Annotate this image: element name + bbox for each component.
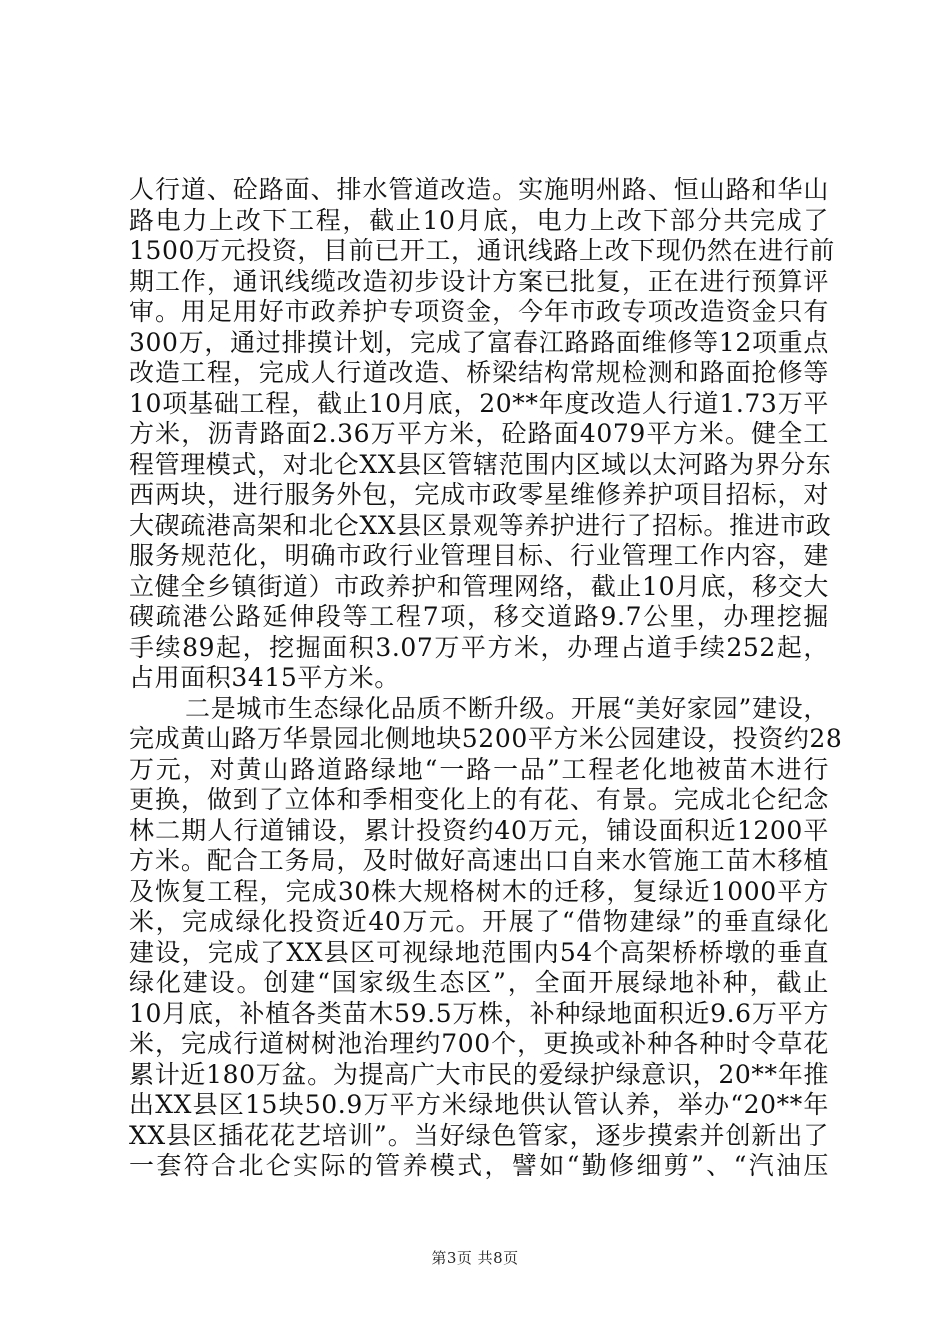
text-line: 10项基础工程，截止10月底，20**年度改造人行道1.73万平	[129, 388, 829, 418]
text-line: 大碶疏港高架和北仑XX县区景观等养护进行了招标。推进市政	[129, 510, 832, 540]
text-line: 出XX县区15块50.9万平方米绿地供认管认养，举办“20**年	[129, 1090, 829, 1119]
text-line: 占用面积3415平方米。	[129, 663, 400, 692]
text-line: 审。用足用好市政养护专项资金，今年市政专项改造资金只有	[129, 297, 829, 326]
text-line: 改造工程，完成人行道改造、桥梁结构常规检测和路面抢修等	[129, 358, 829, 387]
text-line: 300万，通过排摸计划，完成了富春江路路面维修等12项重点	[129, 327, 829, 357]
text-line: 二是城市生态绿化品质不断升级。开展“美好家园”建设，	[185, 693, 829, 723]
text-line: 建设，完成了XX县区可视绿地范围内54个高架桥桥墩的垂直	[129, 937, 829, 967]
text-line: 路电力上改下工程，截止10月底，电力上改下部分共完成了	[129, 205, 829, 235]
text-line: 程管理模式，对北仑XX县区管辖范围内区域以太河路为界分东	[129, 449, 832, 479]
text-line: 人行道、砼路面、排水管道改造。实施明州路、恒山路和华山	[129, 175, 829, 204]
text-line: 期工作，通讯线缆改造初步设计方案已批复，正在进行预算评	[129, 266, 829, 296]
text-line: 米，完成行道树树池治理约700个，更换或补种各种时令草花	[129, 1029, 829, 1058]
page-footer: 第3页 共8页	[431, 1249, 519, 1267]
text-line: 绿化建设。创建“国家级生态区”，全面开展绿地补种，截止	[129, 968, 829, 997]
text-line: XX县区插花花艺培训”。当好绿色管家，逐步摸索并创新出了	[129, 1120, 829, 1150]
text-line: 万元，对黄山路道路绿地“一路一品”工程老化地被苗木进行	[129, 754, 829, 784]
paragraph	[129, 175, 836, 694]
text-line: 手续89起，挖掘面积3.07万平方米，办理占道手续252起，	[129, 632, 829, 662]
text-line: 一套符合北仑实际的管养模式，譬如“勤修细剪”、“汽油压	[129, 1151, 829, 1180]
text-line: 1500万元投资，目前已开工，通讯线路上改下现仍然在进行前	[129, 236, 836, 265]
text-line: 及恢复工程，完成30株大规格树木的迁移，复绿近1000平方	[129, 876, 829, 906]
text-line: 累计近180万盆。为提高广大市民的爱绿护绿意识，20**年推	[129, 1059, 829, 1089]
text-line: 更换，做到了立体和季相变化上的有花、有景。完成北仑纪念	[129, 785, 829, 814]
body-text	[129, 175, 843, 1182]
text-line: 林二期人行道铺设，累计投资约40万元，铺设面积近1200平	[129, 815, 829, 845]
text-line: 完成黄山路万华景园北侧地块5200平方米公园建设，投资约28	[129, 724, 843, 753]
text-line: 服务规范化，明确市政行业管理目标、行业管理工作内容，建	[129, 541, 829, 570]
text-line: 10月底，补植各类苗木59.5万株，补种绿地面积近9.6万平方	[129, 998, 829, 1028]
text-line: 西两块，进行服务外包，完成市政零星维修养护项目招标，对	[129, 480, 829, 509]
text-line: 立健全乡镇街道）市政养护和管理网络，截止10月底，移交大	[129, 571, 829, 601]
text-line: 方米，沥青路面2.36万平方米，砼路面4079平方米。健全工	[129, 419, 829, 448]
paragraph	[129, 693, 843, 1182]
text-line: 米，完成绿化投资近40万元。开展了“借物建绿”的垂直绿化	[129, 907, 829, 936]
text-line: 碶疏港公路延伸段等工程7项，移交道路9.7公里，办理挖掘	[129, 602, 829, 631]
text-line: 方米。配合工务局，及时做好高速出口自来水管施工苗木移植	[129, 846, 829, 875]
